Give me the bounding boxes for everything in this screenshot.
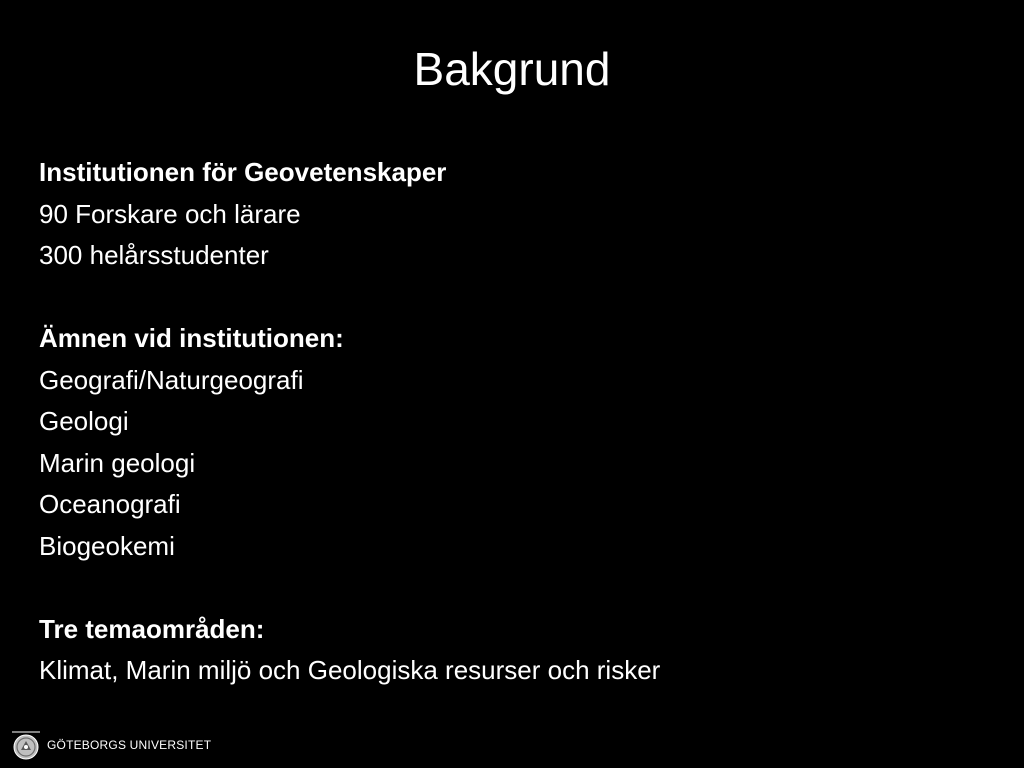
footer [11,730,211,760]
university-seal-icon [11,730,41,760]
subject-item: Geografi/Naturgeografi [39,364,304,395]
subject-item: Oceanografi [39,489,181,519]
subjects-heading: Ämnen vid institutionen: [39,323,344,353]
themes-heading: Tre temaområden: [39,613,265,644]
subject-item: Marin geologi [39,447,196,478]
spacer [39,567,999,609]
department-heading: Institutionen för Geovetenskaper [39,157,447,187]
themes-text: Klimat, Marin miljö och Geologiska resurser och risker [39,655,661,685]
researchers-count: 90 Forskare och lärare [39,198,301,229]
students-count: 300 helårsstudenter [39,240,269,270]
university-name: GÖTEBORGS UNIVERSITET [47,738,212,752]
spacer [39,277,999,319]
subject-item: Biogeokemi [39,530,175,561]
slide-title: Bakgrund [413,43,611,95]
slide-body [39,152,999,692]
subject-item: Geologi [39,406,129,436]
